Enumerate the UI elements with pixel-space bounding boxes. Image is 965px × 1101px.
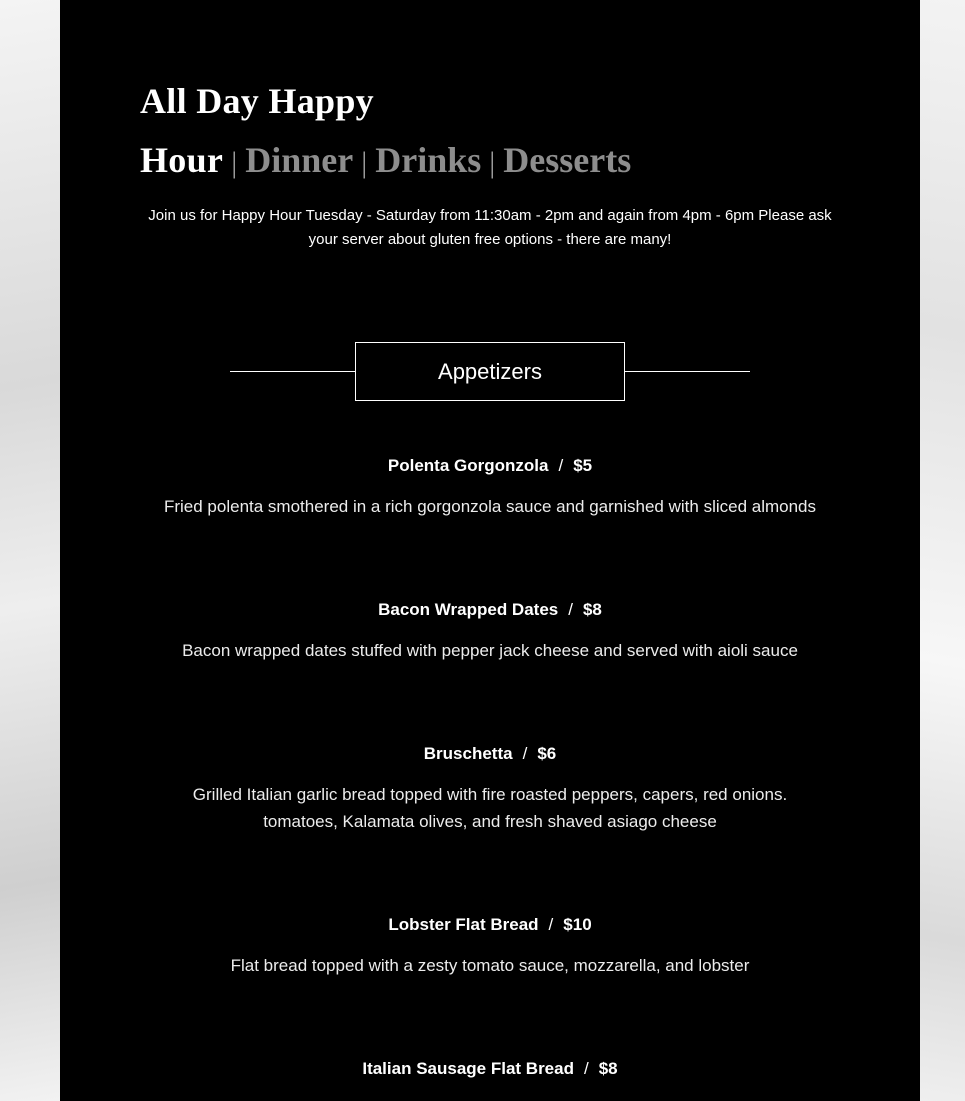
nav-item-happy-hour[interactable]: All Day Happy Hour [140, 81, 374, 180]
menu-item-name: Lobster Flat Bread [388, 915, 539, 934]
price-separator: / [568, 600, 573, 619]
price-separator: / [558, 456, 564, 475]
menu-item-price: $5 [573, 456, 593, 475]
nav-item-drinks[interactable]: Drinks [375, 140, 482, 180]
menu-item-description: Grilled Italian garlic bread topped with fire roasted peppers, capers, red onions. tomatoes, Kalamata olives, and fresh shaved asiago cheese [192, 785, 788, 831]
price-separator: / [583, 1059, 589, 1078]
menu-item-name: Bruschetta [423, 744, 513, 763]
menu-panel [60, 0, 920, 1101]
menu-item-title [120, 598, 860, 622]
menu-item-description: Flat bread topped with a zesty tomato sauce, mozzarella, and lobster [230, 956, 750, 975]
menu-item-description: Bacon wrapped dates stuffed with pepper jack cheese and served with aioli sauce [182, 641, 798, 660]
menu-nav [140, 72, 820, 192]
section-title: Appetizers [438, 358, 542, 384]
menu-item-price: $8 [598, 1059, 618, 1078]
menu-item-title [160, 742, 820, 766]
nav-separator: | [231, 146, 238, 179]
nav-item-desserts[interactable]: Desserts [503, 140, 632, 180]
menu-item-title [120, 913, 860, 937]
menu-item-title [120, 1057, 860, 1081]
nav-separator: | [489, 146, 496, 179]
menu-item-price: $8 [582, 600, 602, 619]
nav-separator: | [361, 146, 368, 179]
menu-item [160, 742, 820, 835]
menu-item [120, 598, 860, 664]
menu-item-name: Bacon Wrapped Dates [378, 600, 559, 619]
section-heading-appetizers [355, 342, 625, 401]
menu-item-name: Polenta Gorgonzola [387, 456, 549, 475]
intro-text: Join us for Happy Hour Tuesday - Saturday from 11:30am - 2pm and again from 4pm - 6pm Please ask your server about gluten free options - there are many! [148, 207, 832, 248]
section-divider-right [624, 371, 750, 372]
menu-item-name: Italian Sausage Flat Bread [362, 1059, 574, 1078]
menu-item [120, 913, 860, 979]
nav-item-dinner[interactable]: Dinner [245, 140, 354, 180]
price-separator: / [522, 744, 528, 763]
marble-background-left [0, 0, 60, 1101]
menu-item [120, 1057, 860, 1081]
section-divider-left [230, 371, 356, 372]
menu-item-price: $10 [563, 915, 592, 934]
menu-item-title [120, 454, 860, 478]
menu-item-price: $6 [537, 744, 557, 763]
marble-background-right [920, 0, 965, 1101]
price-separator: / [548, 915, 554, 934]
menu-item [120, 454, 860, 520]
menu-item-description: Fried polenta smothered in a rich gorgonzola sauce and garnished with sliced almonds [163, 497, 817, 516]
